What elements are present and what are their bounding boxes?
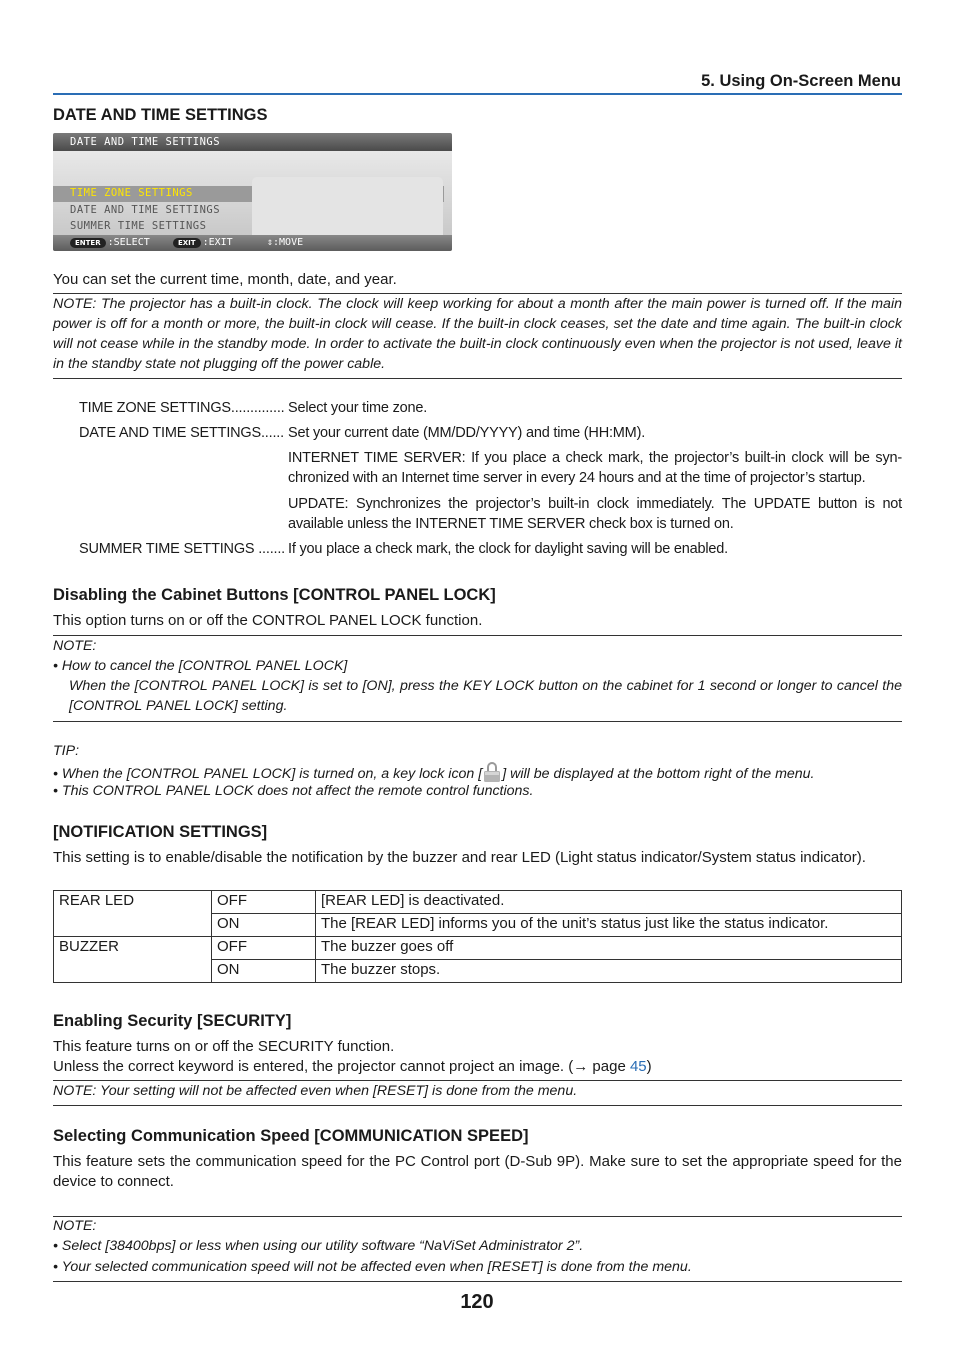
footer-move [267,237,303,248]
tip-item-1-before: • When the [CONTROL PANEL LOCK] is turned on, a key lock icon [ [53,766,483,782]
date-time-note: NOTE: The projector has a built-in clock. The clock will keep working for about a month after the main power is turned off. If the main power is off for a month or more, the built-in clock will cease. If the built-in clock ceases, set the date and time again. The built-in clock will not cease while in the standby mode. In order to activate the built-in clock continuously even when the projector is not used, leave it in the standby state not plugging off the power cable. [53,296,902,372]
enter-key-icon: ENTER [70,238,106,248]
def-label-date-time: DATE AND TIME SETTINGS...... [79,425,284,441]
security-line-1: This feature turns on or off the SECURITY function. [53,1038,395,1055]
note-rule-top [53,635,902,636]
footer-select-label: :SELECT [107,237,150,248]
section-heading-security: Enabling Security [SECURITY] [53,1012,292,1030]
note-label: NOTE: [53,1218,97,1234]
header-rule [53,93,902,95]
menu-footer [53,235,452,251]
notification-intro: This setting is to enable/disable the notification by the buzzer and rear LED (Light status indicator/System status indicator). [53,849,866,866]
menu-right-panel [252,177,443,242]
security-note: NOTE: Your setting will not be affected even when [RESET] is done from the menu. [53,1083,578,1099]
note-bullet-2: • Your selected communication speed will not be affected even when [RESET] is done from the menu. [53,1259,692,1275]
table-cell-item: REAR LED [54,891,212,937]
table-cell-desc: The buzzer goes off [316,937,902,960]
footer-move-label: ⇕:MOVE [267,237,304,248]
security-line-2-text: Unless the correct keyword is entered, the projector cannot project an image. (→ page [53,1058,630,1075]
osd-menu-screenshot [53,133,452,251]
security-line-2-close: ) [646,1058,652,1075]
footer-select [70,237,150,248]
menu-item-time-zone[interactable]: TIME ZONE SETTINGS [70,187,193,199]
table-cell-setting: ON [212,960,316,983]
def-label-summer-time: SUMMER TIME SETTINGS ....... [79,541,286,557]
note-rule-bottom [53,1281,902,1282]
table-cell-setting: ON [212,914,316,937]
note-rule-top [53,1216,902,1217]
note-rule-bottom [53,721,902,722]
section-heading-control-panel-lock: Disabling the Cabinet Buttons [CONTROL PANEL LOCK] [53,586,496,604]
key-lock-icon [482,761,502,783]
section-heading-communication-speed: Selecting Communication Speed [COMMUNICATION SPEED] [53,1127,529,1145]
exit-key-icon: EXIT [173,238,201,248]
table-row [54,891,902,914]
security-line-2 [53,1057,652,1077]
section-heading-notification: [NOTIFICATION SETTINGS] [53,823,268,841]
def-value-update: UPDATE: Synchronizes the projector’s built-in clock immediately. The UPDATE button is not available unless the INTERNET TIME SERVER check box is turned on. [288,496,902,532]
date-time-intro: You can set the current time, month, date, and year. [53,271,397,288]
table-cell-setting: OFF [212,937,316,960]
footer-exit-label: :EXIT [202,237,233,248]
table-cell-setting: OFF [212,891,316,914]
def-value-date-time: Set your current date (MM/DD/YYYY) and time (HH:MM). [288,425,646,441]
note-label: NOTE: [53,638,97,654]
table-row [54,937,902,960]
menu-item-date-time[interactable]: DATE AND TIME SETTINGS [70,204,221,216]
table-cell-desc: The [REAR LED] informs you of the unit’s status just like the status indicator. [316,914,902,937]
page-link[interactable]: 45 [629,1058,647,1075]
table-cell-item: BUZZER [54,937,212,983]
def-label-time-zone: TIME ZONE SETTINGS.............. [79,400,285,416]
def-value-summer-time: If you place a check mark, the clock for daylight saving will be enabled. [288,541,728,557]
def-value-internet-time-server: INTERNET TIME SERVER: If you place a check mark, the projector’s built-in clock will be syn-chronized with an Internet time server in every 24 hours and at the time of projector’s startup. [288,450,902,486]
control-panel-lock-intro: This option turns on or off the CONTROL PANEL LOCK function. [53,612,483,629]
tip-item-1-after: ] will be displayed at the bottom right of the menu. [502,766,815,782]
notification-table [53,890,902,983]
note-rule-bottom [53,1105,902,1106]
footer-exit [173,237,233,248]
note-bullet: • How to cancel the [CONTROL PANEL LOCK] [53,658,348,674]
menu-body [53,151,452,235]
tip-item-2: • This CONTROL PANEL LOCK does not affect the remote control functions. [53,783,534,799]
def-value-time-zone: Select your time zone. [288,400,428,416]
menu-title: DATE AND TIME SETTINGS [70,136,221,148]
menu-item-summer-time[interactable]: SUMMER TIME SETTINGS [70,220,207,232]
table-cell-desc: [REAR LED] is deactivated. [316,891,902,914]
page-number: 120 [460,1291,494,1313]
tip-label: TIP: [53,743,80,759]
communication-speed-intro: This feature sets the communication speed for the PC Control port (D-Sub 9P). Make sure to set the appropriate speed for the device to connect. [53,1153,902,1190]
note-rule-bottom [53,378,902,379]
note-bullet-1: • Select [38400bps] or less when using our utility software “NaViSet Administrator 2”. [53,1238,584,1254]
section-heading-date-time: DATE AND TIME SETTINGS [53,106,268,124]
note-text: When the [CONTROL PANEL LOCK] is set to [ON], press the KEY LOCK button on the cabinet for 1 second or longer to cancel the [CONTROL PANEL LOCK] setting. [69,678,902,714]
table-cell-desc: The buzzer stops. [316,960,902,983]
running-header: 5. Using On-Screen Menu [701,72,901,90]
